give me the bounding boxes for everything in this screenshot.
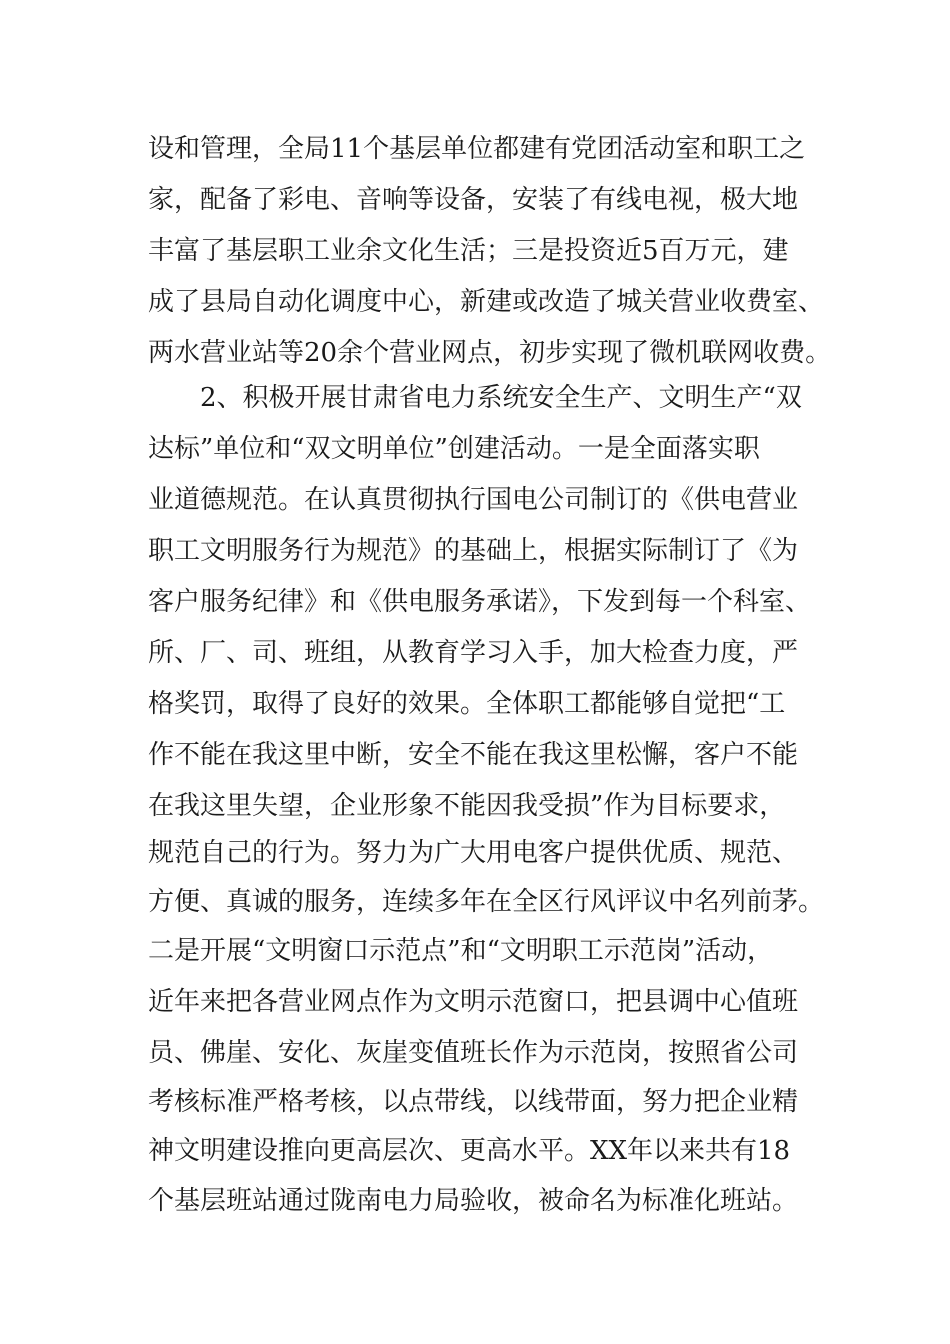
- text-line: 所、厂、司、班组，从教育学习入手，加大检查力度，严: [148, 638, 799, 668]
- text-line: 方便、真诚的服务，连续多年在全区行风评议中名列前茅。: [148, 887, 825, 917]
- text-line: 业道德规范。在认真贯彻执行国电公司制订的《供电营业: [148, 485, 799, 515]
- text-line: 二是开展“文明窗口示范点”和“文明职工示范岗”活动，: [148, 936, 774, 966]
- text-line: 规范自己的行为。努力为广大用电客户提供优质、规范、: [148, 838, 799, 868]
- text-line: 丰富了基层职工业余文化生活；三是投资近5百万元，建: [148, 236, 789, 266]
- text-line: 员、佛崖、安化、灰崖变值班长作为示范岗，按照省公司: [148, 1038, 799, 1068]
- text-line: 个基层班站通过陇南电力局验收，被命名为标准化班站。: [148, 1186, 799, 1216]
- text-line: 设和管理，全局11个基层单位都建有党团活动室和职工之: [148, 134, 806, 164]
- paragraph-start-line: 2、积极开展甘肃省电力系统安全生产、文明生产“双: [200, 383, 802, 413]
- text-line: 达标”单位和“双文明单位”创建活动。一是全面落实职: [148, 434, 760, 464]
- text-line: 神文明建设推向更高层次、更高水平。XX年以来共有18: [148, 1136, 791, 1166]
- text-line: 职工文明服务行为规范》的基础上，根据实际制订了《为: [148, 536, 799, 566]
- text-line: 作不能在我这里中断，安全不能在我这里松懈，客户不能: [148, 740, 799, 770]
- text-line: 在我这里失望，企业形象不能因我受损”作为目标要求，: [148, 791, 786, 821]
- text-line: 考核标准严格考核，以点带线，以线带面，努力把企业精: [148, 1087, 799, 1117]
- text-line: 近年来把各营业网点作为文明示范窗口，把县调中心值班: [148, 987, 799, 1017]
- text-line: 成了县局自动化调度中心，新建或改造了城关营业收费室、: [148, 287, 825, 317]
- text-line: 格奖罚，取得了良好的效果。全体职工都能够自觉把“工: [148, 689, 786, 719]
- text-line: 家，配备了彩电、音响等设备，安装了有线电视，极大地: [148, 185, 799, 215]
- text-line: 两水营业站等20余个营业网点，初步实现了微机联网收费。: [148, 338, 832, 368]
- text-line: 客户服务纪律》和《供电服务承诺》，下发到每一个科室、: [148, 587, 812, 617]
